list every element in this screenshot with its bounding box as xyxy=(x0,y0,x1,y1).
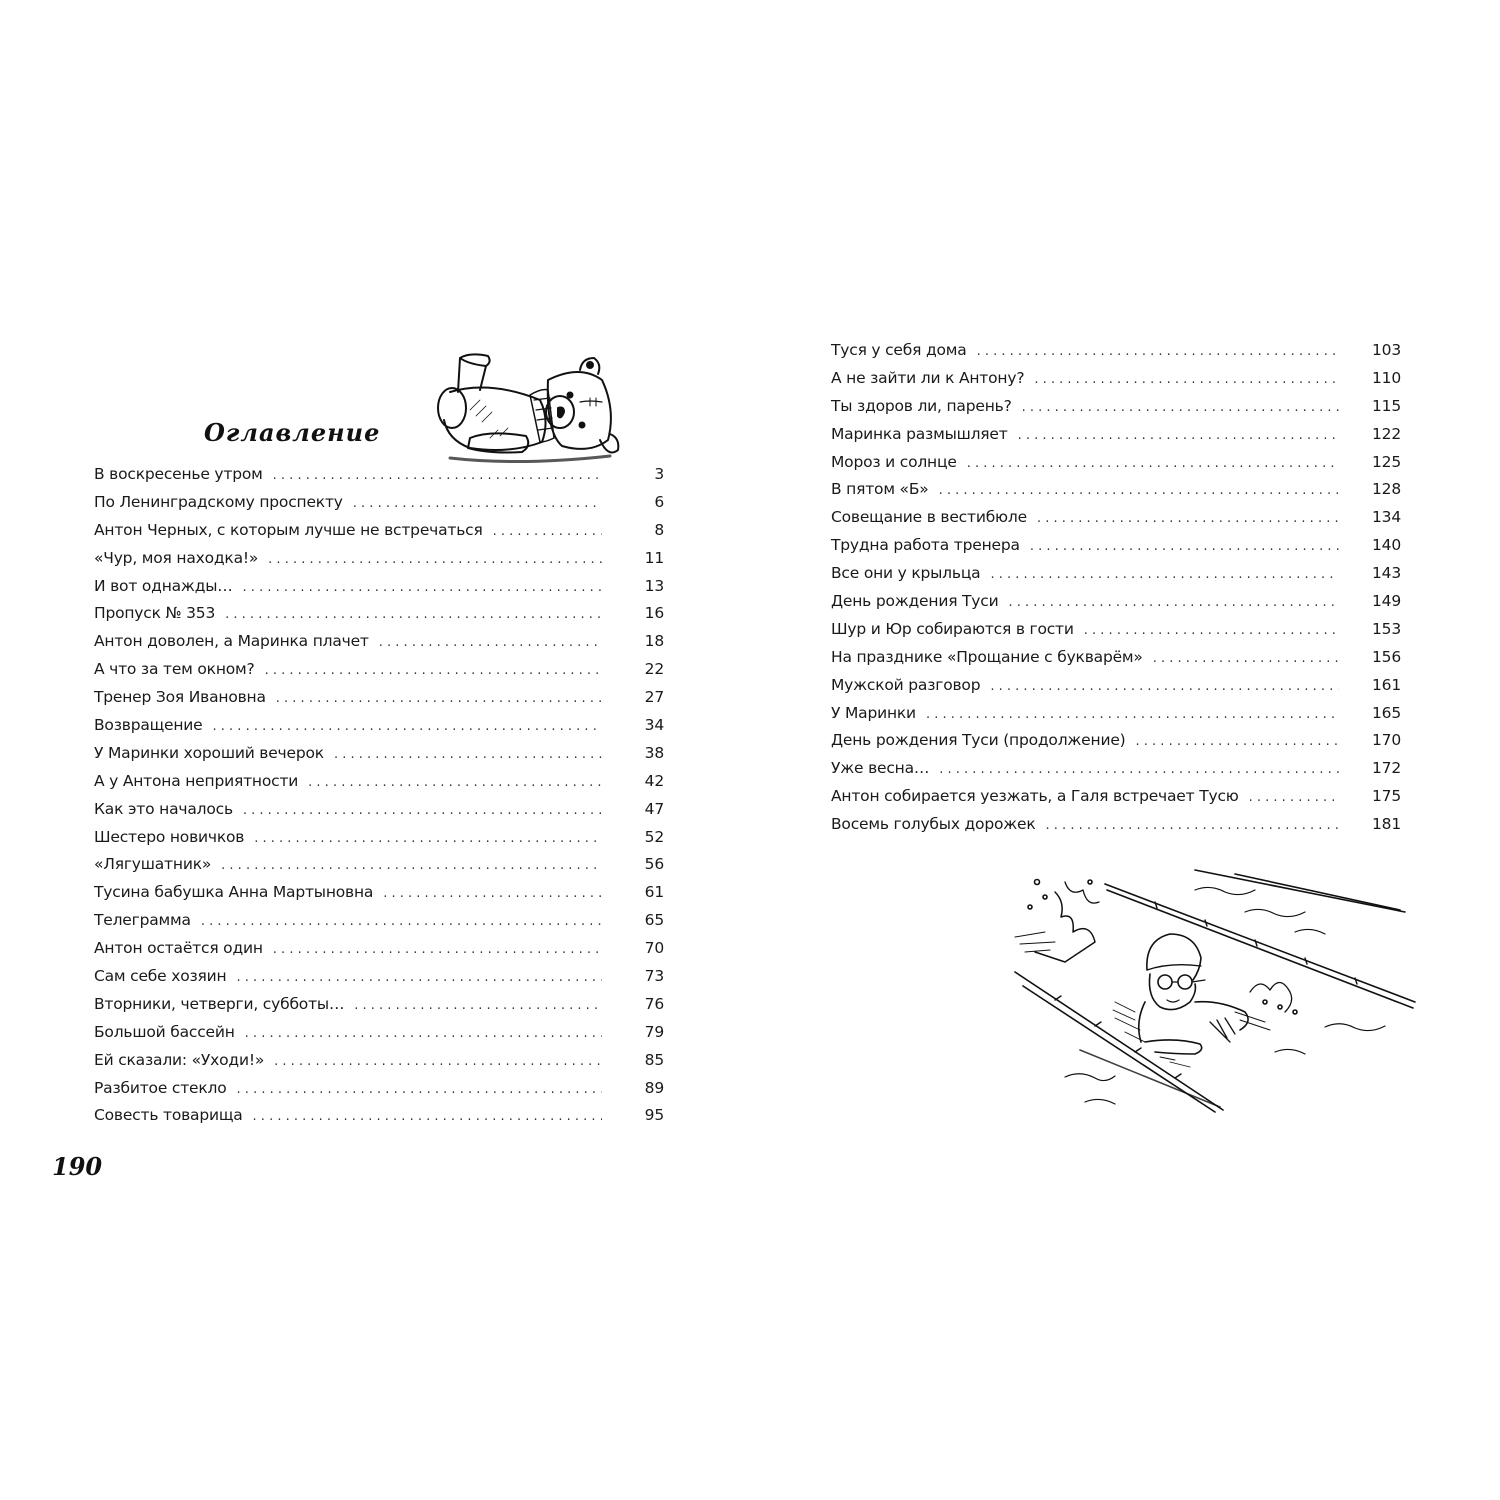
toc-entry[interactable] xyxy=(94,465,664,493)
toc-entry-title: Трудна работа тренера xyxy=(831,536,1020,555)
toc-entry-page: 115 xyxy=(1372,396,1401,415)
toc-entry[interactable] xyxy=(94,911,664,939)
toc-entry[interactable] xyxy=(94,855,664,883)
leader-dots xyxy=(221,858,602,873)
toc-entry-page: 42 xyxy=(644,771,664,790)
toc-entry-title: Возвращение xyxy=(94,716,203,735)
toc-entry[interactable] xyxy=(94,967,664,995)
leader-dots xyxy=(213,719,602,734)
toc-entry[interactable] xyxy=(94,995,664,1023)
toc-entry[interactable] xyxy=(831,787,1401,815)
toc-entry-title: Совещание в вестибюле xyxy=(831,508,1027,527)
toc-entry-page: 95 xyxy=(644,1106,664,1125)
toc-entry-page: 13 xyxy=(644,576,664,595)
toc-entry-page: 73 xyxy=(644,967,664,986)
toc-entry[interactable] xyxy=(831,508,1401,536)
toc-entry-page: 110 xyxy=(1372,368,1401,387)
toc-entry-title: Пропуск № 353 xyxy=(94,604,216,623)
page-title: Оглавление xyxy=(204,418,381,447)
toc-entry-page: 3 xyxy=(654,465,664,483)
toc-entry[interactable] xyxy=(94,716,664,744)
toc-entry-title: У Маринки хороший вечерок xyxy=(94,743,324,762)
toc-entry-title: А что за тем окном? xyxy=(94,660,255,679)
toc-entry-title: Разбитое стекло xyxy=(94,1078,227,1097)
toc-entry-title: Антон остаётся один xyxy=(94,939,263,958)
toc-entry-title: Мороз и солнце xyxy=(831,452,957,471)
toc-entry-page: 27 xyxy=(644,688,664,707)
toc-entry[interactable] xyxy=(831,759,1401,787)
toc-entry-title: На празднике «Прощание с букварём» xyxy=(831,647,1143,666)
teddy-bear-illustration xyxy=(430,350,625,468)
leader-dots xyxy=(1153,651,1339,666)
leader-dots xyxy=(967,456,1339,471)
leader-dots xyxy=(1136,734,1339,749)
toc-entry-title: А у Антона неприятности xyxy=(94,771,299,790)
toc-entry-page: 128 xyxy=(1372,480,1401,499)
toc-entry-page: 85 xyxy=(644,1050,664,1069)
toc-entry-page: 8 xyxy=(654,520,664,539)
toc-entry[interactable] xyxy=(94,688,664,716)
toc-column-left xyxy=(94,465,664,1134)
toc-entry-page: 65 xyxy=(644,911,664,930)
toc-entry-title: Туся у себя дома xyxy=(831,341,967,359)
toc-entry-page: 143 xyxy=(1372,564,1401,583)
toc-entry-title: Антон собирается уезжать, а Галя встречает Тусю xyxy=(831,787,1239,806)
toc-entry[interactable] xyxy=(94,493,664,521)
toc-entry-page: 38 xyxy=(644,743,664,762)
toc-entry-title: И вот однажды… xyxy=(94,576,233,595)
toc-entry-page: 11 xyxy=(644,548,664,567)
leader-dots xyxy=(274,1054,602,1069)
toc-entry[interactable] xyxy=(94,939,664,967)
toc-entry[interactable] xyxy=(831,425,1401,453)
toc-entry-page: 16 xyxy=(644,604,664,623)
toc-entry-page: 149 xyxy=(1372,592,1401,611)
toc-entry-title: Ты здоров ли, парень? xyxy=(831,396,1012,415)
toc-entry-title: В воскресенье утром xyxy=(94,465,263,483)
toc-entry-page: 153 xyxy=(1372,619,1401,638)
toc-entry-page: 161 xyxy=(1372,675,1401,694)
toc-entry-page: 122 xyxy=(1372,424,1401,443)
leader-dots xyxy=(939,762,1339,777)
toc-entry[interactable] xyxy=(831,564,1401,592)
toc-entry-title: «Чур, моя находка!» xyxy=(94,548,259,567)
page-number: 190 xyxy=(52,1152,103,1181)
leader-dots xyxy=(1084,623,1339,638)
toc-entry-page: 89 xyxy=(644,1078,664,1097)
toc-entry-title: Совесть товарища xyxy=(94,1106,243,1125)
toc-entry-title: Антон Черных, с которым лучше не встречаться xyxy=(94,520,483,539)
leader-dots xyxy=(236,970,602,985)
toc-entry-title: «Лягушатник» xyxy=(94,855,212,874)
leader-dots xyxy=(977,344,1339,359)
leader-dots xyxy=(1018,428,1339,443)
leader-dots xyxy=(276,691,602,706)
toc-entry-page: 47 xyxy=(644,799,664,818)
toc-entry[interactable] xyxy=(94,604,664,632)
toc-entry-title: В пятом «Б» xyxy=(831,480,929,499)
toc-entry-page: 34 xyxy=(644,716,664,735)
toc-entry-title: Все они у крыльца xyxy=(831,564,981,583)
toc-entry-title: День рождения Туси xyxy=(831,592,999,611)
toc-entry-page: 175 xyxy=(1372,787,1401,806)
toc-entry[interactable] xyxy=(94,632,664,660)
leader-dots xyxy=(273,942,602,957)
leader-dots xyxy=(939,483,1339,498)
leader-dots xyxy=(265,663,602,678)
toc-entry[interactable] xyxy=(94,660,664,688)
toc-entry-title: У Маринки xyxy=(831,703,916,722)
toc-entry[interactable] xyxy=(94,1079,664,1107)
toc-entry-page: 6 xyxy=(654,492,664,511)
leader-dots xyxy=(383,886,602,901)
swimmer-illustration xyxy=(995,862,1425,1137)
toc-entry-page: 125 xyxy=(1372,452,1401,471)
leader-dots xyxy=(253,1109,602,1124)
toc-entry-page: 70 xyxy=(644,939,664,958)
toc-entry[interactable] xyxy=(94,883,664,911)
toc-entry[interactable] xyxy=(94,1023,664,1051)
toc-entry-title: Шестеро новичков xyxy=(94,827,245,846)
toc-entry-title: Восемь голубых дорожек xyxy=(831,815,1036,834)
toc-entry[interactable] xyxy=(831,592,1401,620)
toc-entry-title: По Ленинградскому проспекту xyxy=(94,492,343,511)
leader-dots xyxy=(990,679,1339,694)
toc-entry-title: Большой бассейн xyxy=(94,1022,235,1041)
toc-entry-page: 103 xyxy=(1372,341,1401,359)
toc-entry[interactable] xyxy=(94,577,664,605)
toc-entry-page: 134 xyxy=(1372,508,1401,527)
leader-dots xyxy=(245,1026,602,1041)
toc-entry-title: Сам себе хозяин xyxy=(94,967,227,986)
toc-entry-title: Тренер Зоя Ивановна xyxy=(94,688,266,707)
leader-dots xyxy=(268,552,602,567)
toc-entry[interactable] xyxy=(831,676,1401,704)
toc-entry[interactable] xyxy=(831,731,1401,759)
toc-entry-page: 172 xyxy=(1372,759,1401,778)
leader-dots xyxy=(926,707,1339,722)
toc-entry-title: А не зайти ли к Антону? xyxy=(831,368,1025,387)
leader-dots xyxy=(308,775,602,790)
leader-dots xyxy=(379,635,602,650)
toc-entry-page: 76 xyxy=(644,994,664,1013)
toc-entry-page: 170 xyxy=(1372,731,1401,750)
toc-entry[interactable] xyxy=(831,648,1401,676)
toc-entry[interactable] xyxy=(94,549,664,577)
toc-entry-title: Вторники, четверги, субботы… xyxy=(94,994,345,1013)
toc-entry-title: Тусина бабушка Анна Мартыновна xyxy=(94,883,374,902)
leader-dots xyxy=(1037,511,1339,526)
leader-dots xyxy=(353,496,602,511)
toc-entry-page: 165 xyxy=(1372,703,1401,722)
leader-dots xyxy=(1249,790,1339,805)
toc-entry[interactable] xyxy=(94,828,664,856)
leader-dots xyxy=(237,1082,602,1097)
toc-entry[interactable] xyxy=(94,744,664,772)
toc-entry-title: Антон доволен, а Маринка плачет xyxy=(94,632,369,651)
leader-dots xyxy=(1030,539,1339,554)
leader-dots xyxy=(1034,372,1339,387)
leader-dots xyxy=(1046,818,1339,833)
toc-entry[interactable] xyxy=(831,369,1401,397)
toc-entry[interactable] xyxy=(94,521,664,549)
toc-entry-page: 61 xyxy=(644,883,664,902)
leader-dots xyxy=(354,998,602,1013)
toc-entry[interactable] xyxy=(831,341,1401,369)
toc-entry-title: Телеграмма xyxy=(94,911,191,930)
toc-entry-page: 56 xyxy=(644,855,664,874)
toc-entry[interactable] xyxy=(831,453,1401,481)
leader-dots xyxy=(273,468,602,483)
leader-dots xyxy=(493,524,602,539)
toc-entry-page: 140 xyxy=(1372,536,1401,555)
toc-entry-page: 18 xyxy=(644,632,664,651)
leader-dots xyxy=(254,831,602,846)
toc-entry[interactable] xyxy=(831,397,1401,425)
toc-entry-page: 156 xyxy=(1372,647,1401,666)
toc-entry-title: Шур и Юр собираются в гости xyxy=(831,619,1074,638)
toc-entry-title: Как это началось xyxy=(94,799,233,818)
leader-dots xyxy=(990,567,1339,582)
toc-entry[interactable] xyxy=(94,1051,664,1079)
leader-dots xyxy=(1008,595,1339,610)
toc-entry-page: 181 xyxy=(1372,815,1401,834)
toc-entry-title: Маринка размышляет xyxy=(831,424,1008,443)
toc-entry-title: День рождения Туси (продолжение) xyxy=(831,731,1126,750)
toc-entry-title: Мужской разговор xyxy=(831,675,981,694)
leader-dots xyxy=(334,747,602,762)
toc-entry[interactable] xyxy=(94,1106,664,1134)
toc-entry-page: 22 xyxy=(644,660,664,679)
toc-entry-title: Ей сказали: «Уходи!» xyxy=(94,1050,265,1069)
toc-entry[interactable] xyxy=(831,536,1401,564)
toc-entry-page: 52 xyxy=(644,827,664,846)
toc-entry[interactable] xyxy=(94,772,664,800)
toc-entry[interactable] xyxy=(831,704,1401,732)
toc-entry[interactable] xyxy=(831,620,1401,648)
toc-entry[interactable] xyxy=(94,800,664,828)
leader-dots xyxy=(1022,400,1339,415)
toc-entry[interactable] xyxy=(831,815,1401,843)
leader-dots xyxy=(243,580,602,595)
leader-dots xyxy=(201,914,602,929)
toc-entry[interactable] xyxy=(831,480,1401,508)
leader-dots xyxy=(243,803,602,818)
toc-column-right xyxy=(831,341,1401,843)
toc-entry-title: Уже весна… xyxy=(831,759,930,778)
toc-entry-page: 79 xyxy=(644,1022,664,1041)
leader-dots xyxy=(225,607,602,622)
